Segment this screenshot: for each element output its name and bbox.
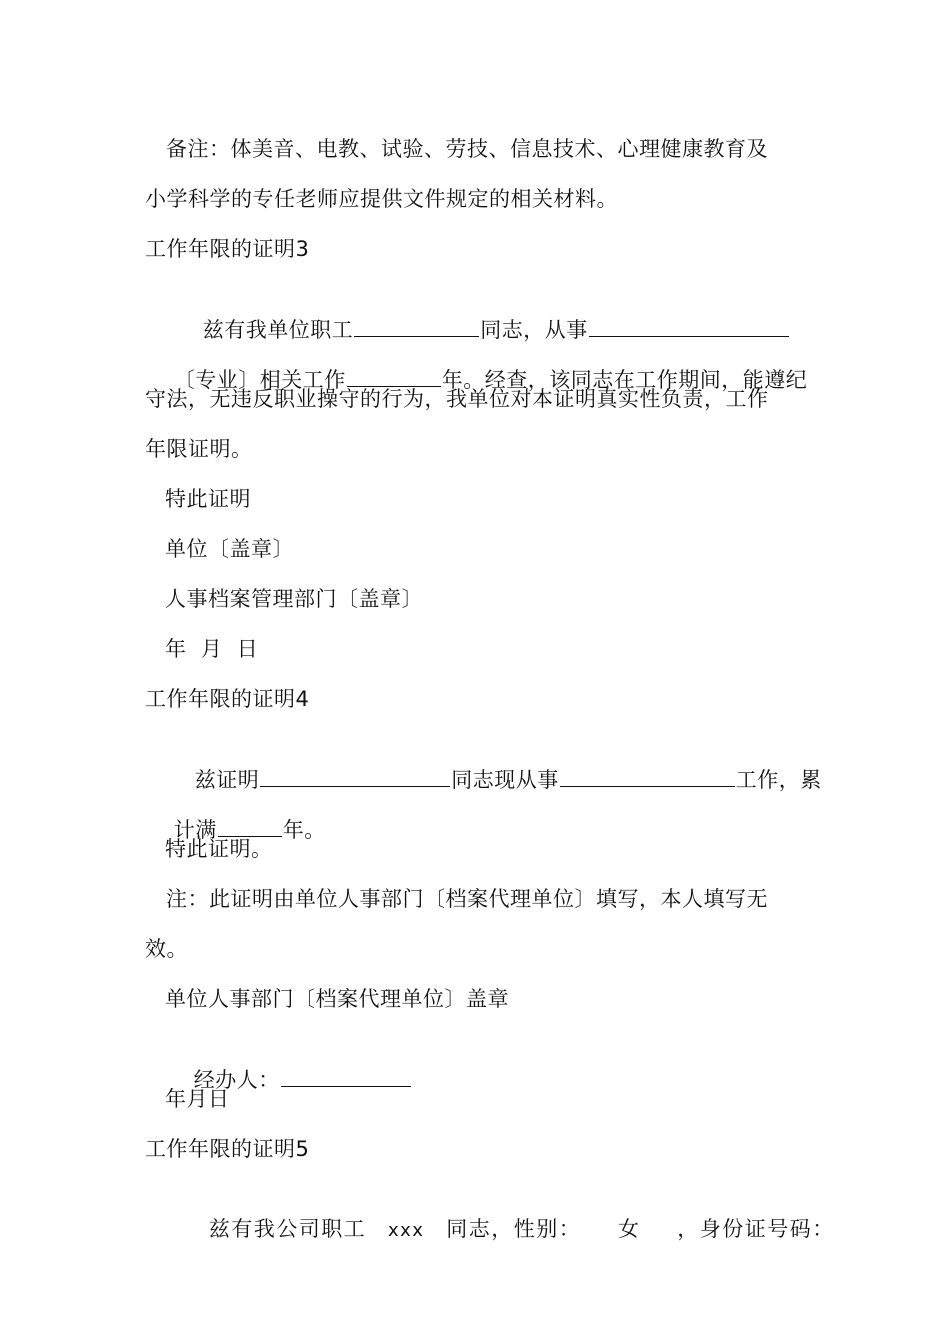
- handler-label: 经办人：: [193, 1068, 280, 1092]
- cert3-hr-seal: 人事档案管理部门〔盖章〕: [165, 587, 423, 611]
- cert4-text: 工作，累: [735, 768, 822, 792]
- cert4-text: 计满: [173, 818, 217, 842]
- cert4-date: 年月日: [165, 1087, 230, 1111]
- cert4-text: 同志现从事: [451, 768, 559, 792]
- cert5-line-1: [176, 1184, 835, 1276]
- cert3-text: 兹有我单位职工: [202, 318, 354, 342]
- cert4-special-statement: 特此证明。: [165, 837, 273, 861]
- heading-certificate-5: 工作年限的证明5: [145, 1137, 310, 1161]
- employee-name-value: xxx: [387, 1220, 425, 1241]
- cert4-seal: 单位人事部门〔档案代理单位〕盖章: [165, 987, 509, 1011]
- cert4-text: 兹证明: [194, 768, 260, 792]
- cert4-text: 年。: [282, 818, 326, 842]
- cert3-line-3: 守法，无违反职业操守的行为，我单位对本证明真实性负责，工作: [145, 387, 769, 411]
- gender-value: 女: [617, 1217, 641, 1241]
- cert3-special-statement: 特此证明: [165, 487, 251, 511]
- cert4-note-line-1: 注：此证明由单位人事部门〔档案代理单位〕填写，本人填写无: [166, 887, 768, 911]
- occupation-blank: [560, 764, 735, 787]
- cert3-text: 同志，从事: [480, 318, 588, 342]
- cert5-text: ，身份证号码：: [677, 1217, 835, 1241]
- cert3-line-4: 年限证明。: [145, 437, 253, 461]
- note-line-2: 小学科学的专任老师应提供文件规定的相关材料。: [145, 187, 618, 211]
- cert5-text: 兹有我公司职工: [208, 1217, 367, 1241]
- cert3-date: 年 月 日: [165, 637, 259, 661]
- handler-blank: [281, 1064, 411, 1087]
- cert3-unit-seal: 单位〔盖章〕: [165, 537, 294, 561]
- heading-certificate-4: 工作年限的证明4: [145, 687, 310, 711]
- cert3-text: 〔专业〕相关工作: [173, 368, 346, 392]
- cert3-text: 年。经查，该同志在工作期间，能遵纪: [441, 368, 808, 392]
- cert4-note-line-2: 效。: [145, 937, 188, 961]
- cert5-text: 同志，性别：: [446, 1217, 582, 1241]
- heading-certificate-3: 工作年限的证明3: [145, 237, 310, 261]
- note-line-1: 备注：体美音、电教、试验、劳技、信息技术、心理健康教育及: [166, 137, 768, 161]
